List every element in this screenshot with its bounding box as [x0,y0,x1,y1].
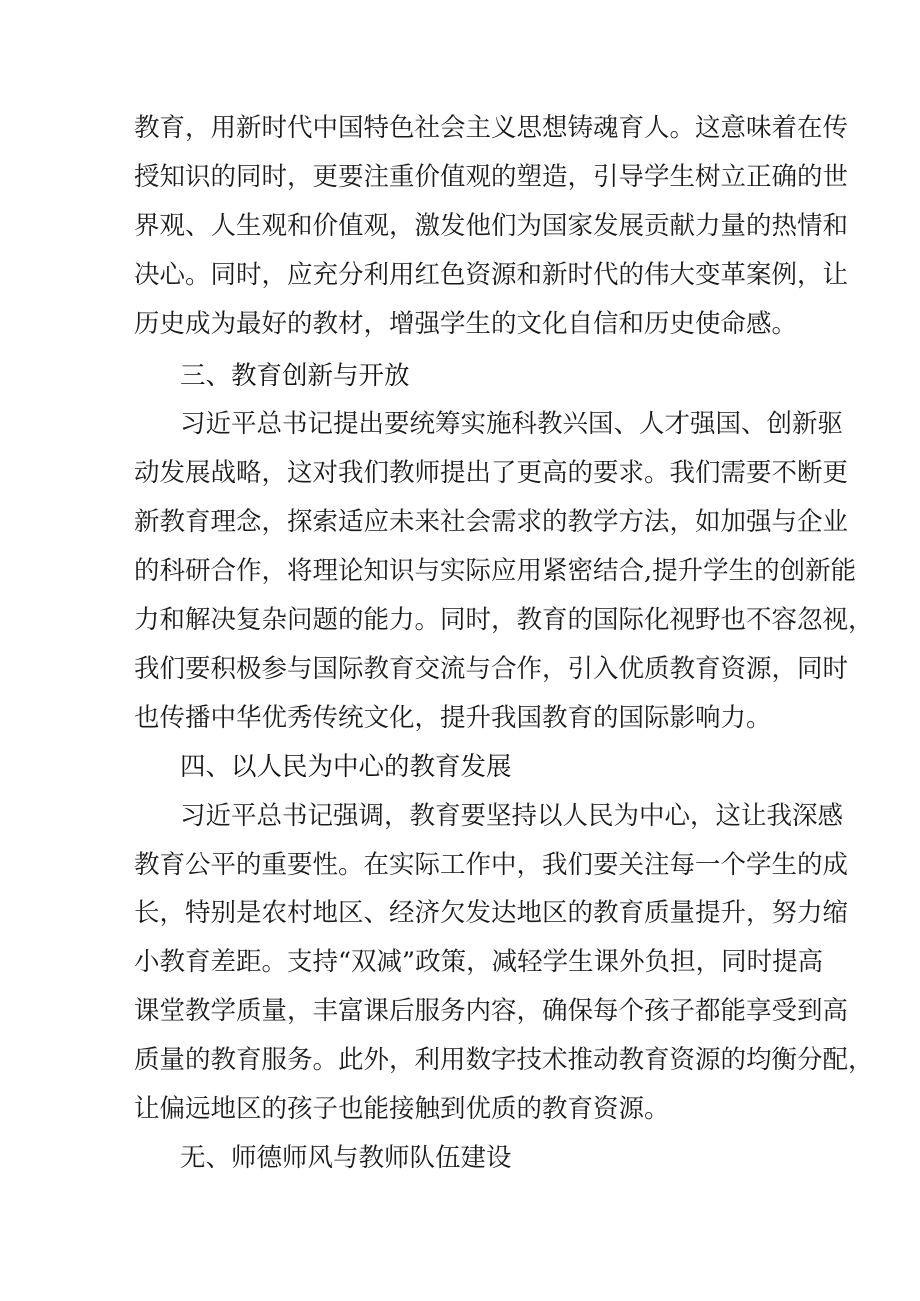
paragraph-line: 质量的教育服务。此外，利用数字技术推动教育资源的均衡分配， [134,1045,874,1075]
paragraph-line: 也传播中华优秀传统文化，提升我国教育的国际影响力。 [134,703,772,733]
paragraph-line: 我们要积极参与国际教育交流与合作，引入优质教育资源，同时 [134,654,849,684]
paragraph-line: 的科研合作，将理论知识与实际应用紧密结合,提升学生的创新能 [134,556,857,586]
paragraph-line: 教育，用新时代中国特色社会主义思想铸魂育人。这意味着在传 [134,113,849,143]
paragraph-line: 长，特别是农村地区、经济欠发达地区的教育质量提升，努力缩 [134,898,849,928]
paragraph-line: 授知识的同时，更要注重价值观的塑造，引导学生树立正确的世 [134,162,849,192]
paragraph-line: 习近平总书记强调，教育要坚持以人民为中心，这让我深感 [180,801,844,831]
paragraph-line: 动发展战略，这对我们教师提出了更高的要求。我们需要不断更 [134,458,849,488]
paragraph-line: 新教育理念，探索适应未来社会需求的教学方法，如加强与企业 [134,507,849,537]
section-heading-5: 无、师德师风与教师队伍建设 [180,1143,512,1173]
paragraph-line: 让偏远地区的孩子也能接触到优质的教育资源。 [134,1094,670,1124]
paragraph-line: 力和解决复杂问题的能力。同时，教育的国际化视野也不容忽视， [134,605,874,635]
paragraph-line: 教育公平的重要性。在实际工作中，我们要关注每一个学生的成 [134,850,849,880]
paragraph-line: 决心。同时，应充分利用红色资源和新时代的伟大变革案例，让 [134,260,849,290]
paragraph-line: 历史成为最好的教材，增强学生的文化自信和历史使命感。 [134,309,798,339]
section-heading-4: 四、以人民为中心的教育发展 [180,752,512,782]
paragraph-line: 习近平总书记提出要统筹实施科教兴国、人才强国、创新驱 [180,409,844,439]
paragraph-line: 界观、人生观和价值观，激发他们为国家发展贡献力量的热情和 [134,211,849,241]
section-heading-3: 三、教育创新与开放 [180,361,410,391]
paragraph-line: 小教育差距。支持“双减”政策，减轻学生课外负担，同时提高 [134,947,824,977]
paragraph-line: 课堂教学质量，丰富课后服务内容，确保每个孩子都能享受到高 [134,996,849,1026]
